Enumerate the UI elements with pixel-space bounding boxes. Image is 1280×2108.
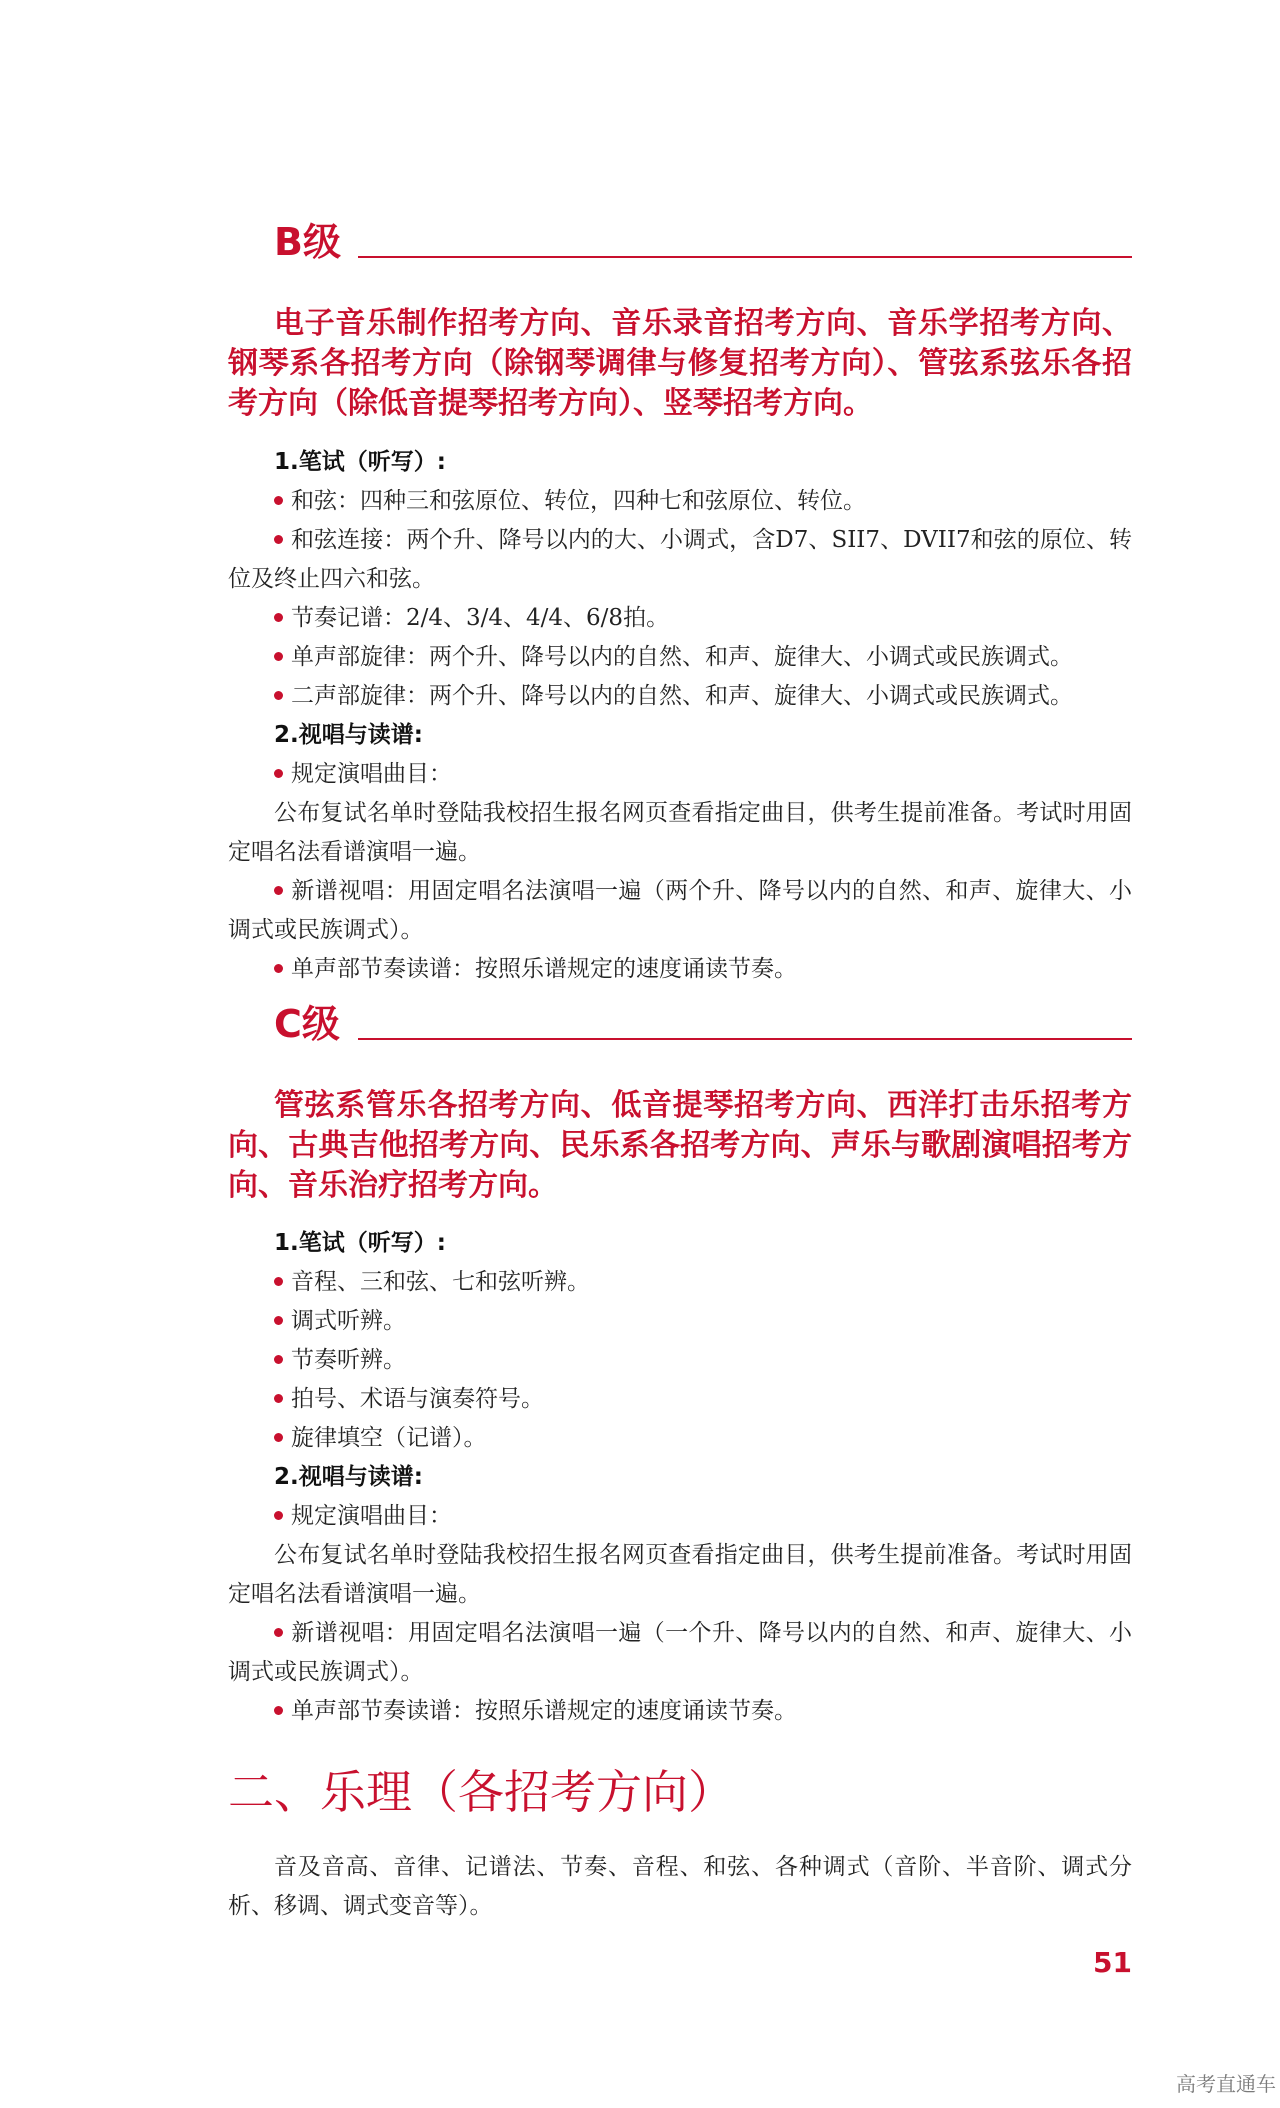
list-item: 拍号、术语与演奏符号。 <box>228 1380 1132 1419</box>
heading-rule <box>358 1038 1132 1040</box>
list-item: 新谱视唱：用固定唱名法演唱一遍（两个升、降号以内的自然、和声、旋律大、小调式或民族调式）。 <box>228 878 1132 943</box>
bullet-icon <box>274 1316 283 1325</box>
list-item: 和弦：四种三和弦原位、转位，四种七和弦原位、转位。 <box>228 482 1132 521</box>
list-item: 单声部节奏读谱：按照乐谱规定的速度诵读节奏。 <box>228 1692 1132 1731</box>
theory-section-title: 二、乐理（各招考方向） <box>228 1765 734 1819</box>
bullet-icon <box>274 1706 283 1715</box>
heading-rule <box>358 256 1132 258</box>
list-item: 二声部旋律：两个升、降号以内的自然、和声、旋律大、小调式或民族调式。 <box>228 677 1132 716</box>
level-b-content <box>228 443 1132 989</box>
repertoire-text: 公布复试名单时登陆我校招生报名网页查看指定曲目，供考生提前准备。考试时用固定唱名法看谱演唱一遍。 <box>228 1542 1132 1607</box>
written-exam-title: 1.笔试（听写）: <box>274 1230 446 1256</box>
repertoire-text: 公布复试名单时登陆我校招生报名网页查看指定曲目，供考生提前准备。考试时用固定唱名法看谱演唱一遍。 <box>228 800 1132 865</box>
level-c-intro: 管弦系管乐各招考方向、低音提琴招考方向、西洋打击乐招考方向、古典吉他招考方向、民乐系各招考方向、声乐与歌剧演唱招考方向、音乐治疗招考方向。 <box>228 1088 1132 1203</box>
level-b-intro: 电子音乐制作招考方向、音乐录音招考方向、音乐学招考方向、钢琴系各招考方向（除钢琴调律与修复招考方向）、管弦系弦乐各招考方向（除低音提琴招考方向）、竖琴招考方向。 <box>228 306 1132 421</box>
bullet-icon <box>274 691 283 700</box>
bullet-icon <box>274 1433 283 1442</box>
bullet-icon <box>274 1511 283 1520</box>
watermark-text: 高考直通车 <box>1176 2072 1276 2096</box>
theory-section-body: 音及音高、音律、记谱法、节奏、音程、和弦、各种调式（音阶、半音阶、调式分析、移调、调式变音等）。 <box>228 1854 1132 1919</box>
list-item: 节奏听辨。 <box>228 1341 1132 1380</box>
bullet-icon <box>274 1394 283 1403</box>
level-b-label: B级 <box>274 220 341 264</box>
list-item: 和弦连接：两个升、降号以内的大、小调式，含D7、SII7、DVII7和弦的原位、转位及终止四六和弦。 <box>228 527 1132 592</box>
bullet-icon <box>274 1355 283 1364</box>
bullet-icon <box>274 652 283 661</box>
list-item: 旋律填空（记谱）。 <box>228 1419 1132 1458</box>
list-item: 单声部节奏读谱：按照乐谱规定的速度诵读节奏。 <box>228 950 1132 989</box>
sight-singing-title: 2.视唱与读谱: <box>274 1464 423 1490</box>
level-c-content <box>228 1224 1132 1731</box>
list-item: 音程、三和弦、七和弦听辨。 <box>228 1263 1132 1302</box>
bullet-icon <box>274 496 283 505</box>
level-b-heading <box>274 216 1132 266</box>
bullet-icon <box>274 769 283 778</box>
list-item: 规定演唱曲目： <box>228 755 1132 794</box>
sight-singing-title: 2.视唱与读谱: <box>274 722 423 748</box>
list-item: 规定演唱曲目： <box>228 1497 1132 1536</box>
bullet-icon <box>274 886 283 895</box>
level-c-heading <box>274 998 1132 1048</box>
bullet-icon <box>274 964 283 973</box>
bullet-icon <box>274 1628 283 1637</box>
bullet-icon <box>274 535 283 544</box>
list-item: 新谱视唱：用固定唱名法演唱一遍（一个升、降号以内的自然、和声、旋律大、小调式或民族调式）。 <box>228 1620 1132 1685</box>
bullet-icon <box>274 613 283 622</box>
bullet-icon <box>274 1277 283 1286</box>
list-item: 调式听辨。 <box>228 1302 1132 1341</box>
list-item: 单声部旋律：两个升、降号以内的自然、和声、旋律大、小调式或民族调式。 <box>228 638 1132 677</box>
written-exam-title: 1.笔试（听写）: <box>274 449 446 475</box>
level-c-label: C级 <box>274 1002 340 1046</box>
list-item: 节奏记谱：2/4、3/4、4/4、6/8拍。 <box>228 599 1132 638</box>
page-number: 51 <box>1093 1946 1132 1979</box>
